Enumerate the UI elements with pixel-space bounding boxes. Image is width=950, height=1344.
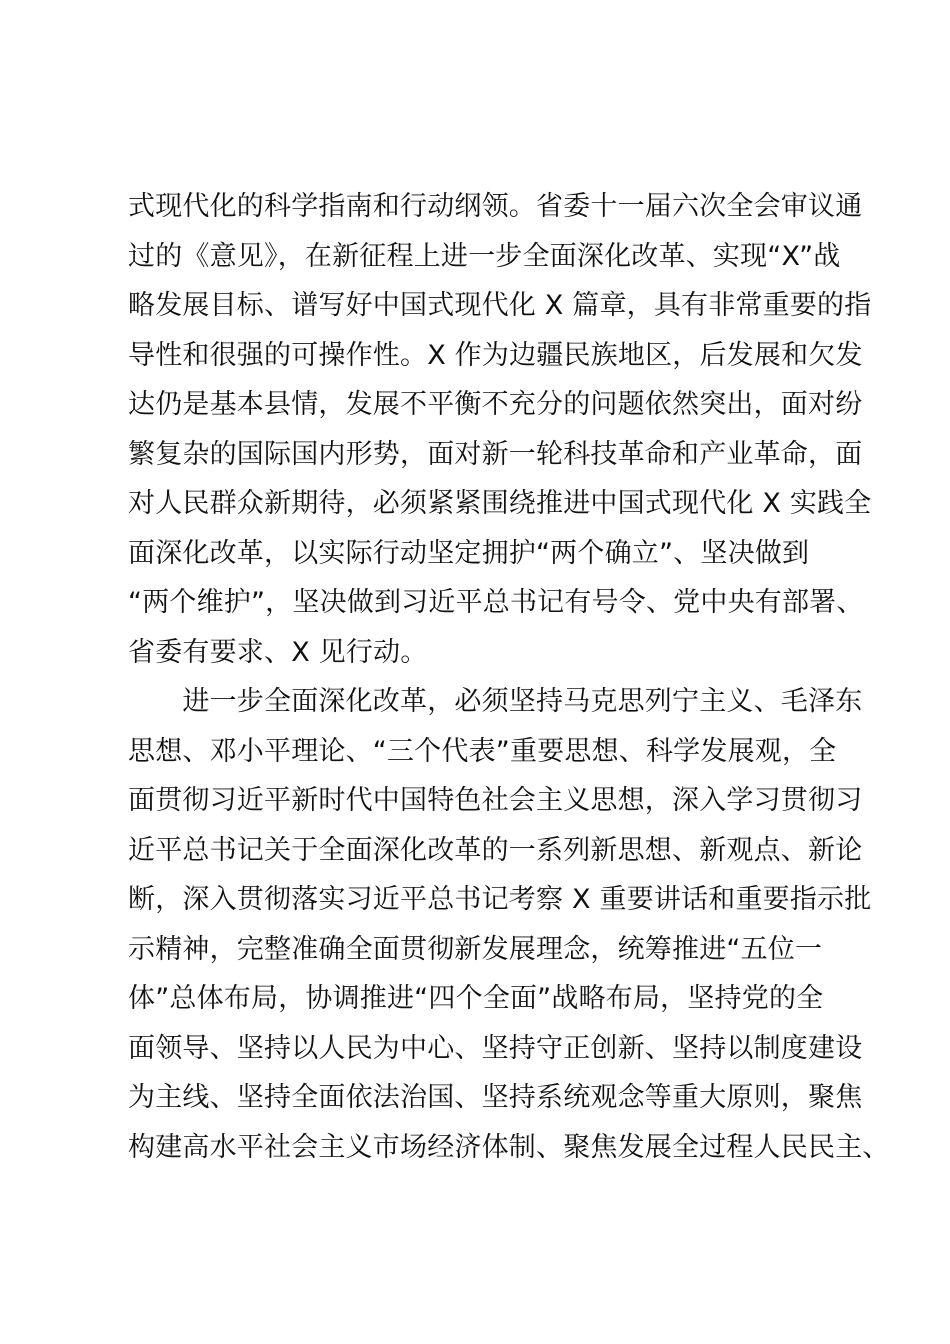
text-line: 省委有要求、X 见行动。 [128, 636, 428, 668]
body-text [128, 182, 890, 1172]
text-line: 为主线、坚持全面依法治国、坚持系统观念等重大原则，聚焦 [128, 1082, 863, 1113]
text-line: 进一步全面深化改革，必须坚持马克思列宁主义、毛泽东 [128, 686, 863, 717]
text-line: 构建高水平社会主义市场经济体制、聚焦发展全过程人民民主、 [128, 1131, 890, 1163]
text-line: 断，深入贯彻落实习近平总书记考察 X 重要讲话和重要指示批 [128, 884, 872, 915]
text-line: 思想、邓小平理论、“三个代表”重要思想、科学发展观，全 [128, 735, 837, 767]
text-line: 导性和很强的可操作性。X 作为边疆民族地区，后发展和欠发 [128, 339, 863, 371]
text-line: 面深化改革，以实际行动坚定拥护“两个确立”、坚决做到 [128, 537, 810, 569]
text-line: 繁复杂的国际国内形势，面对新一轮科技革命和产业革命，面 [128, 438, 863, 470]
text-line: 对人民群众新期待，必须紧紧围绕推进中国式现代化 X 实践全 [128, 488, 872, 519]
text-line: 过的《意见》，在新征程上进一步全面深化改革、实现“X”战 [128, 240, 841, 272]
text-line: 达仍是基本县情，发展不平衡不充分的问题依然突出，面对纷 [128, 389, 863, 420]
text-line: 略发展目标、谱写好中国式现代化 X 篇章，具有非常重要的指 [128, 290, 872, 321]
text-line: 面贯彻习近平新时代中国特色社会主义思想，深入学习贯彻习 [128, 785, 863, 816]
text-line: 示精神，完整准确全面贯彻新发展理念，统筹推进“五位一 [128, 933, 823, 965]
text-line: 面领导、坚持以人民为中心、坚持守正创新、坚持以制度建设 [128, 1032, 863, 1064]
text-line: 体”总体布局，协调推进“四个全面”战略布局，坚持党的全 [128, 983, 824, 1014]
text-line: 式现代化的科学指南和行动纲领。省委十一届六次全会审议通 [128, 191, 863, 222]
text-line: “两个维护”，坚决做到习近平总书记有号令、党中央有部署、 [128, 587, 864, 618]
text-line: 近平总书记关于全面深化改革的一系列新思想、新观点、新论 [128, 834, 863, 866]
